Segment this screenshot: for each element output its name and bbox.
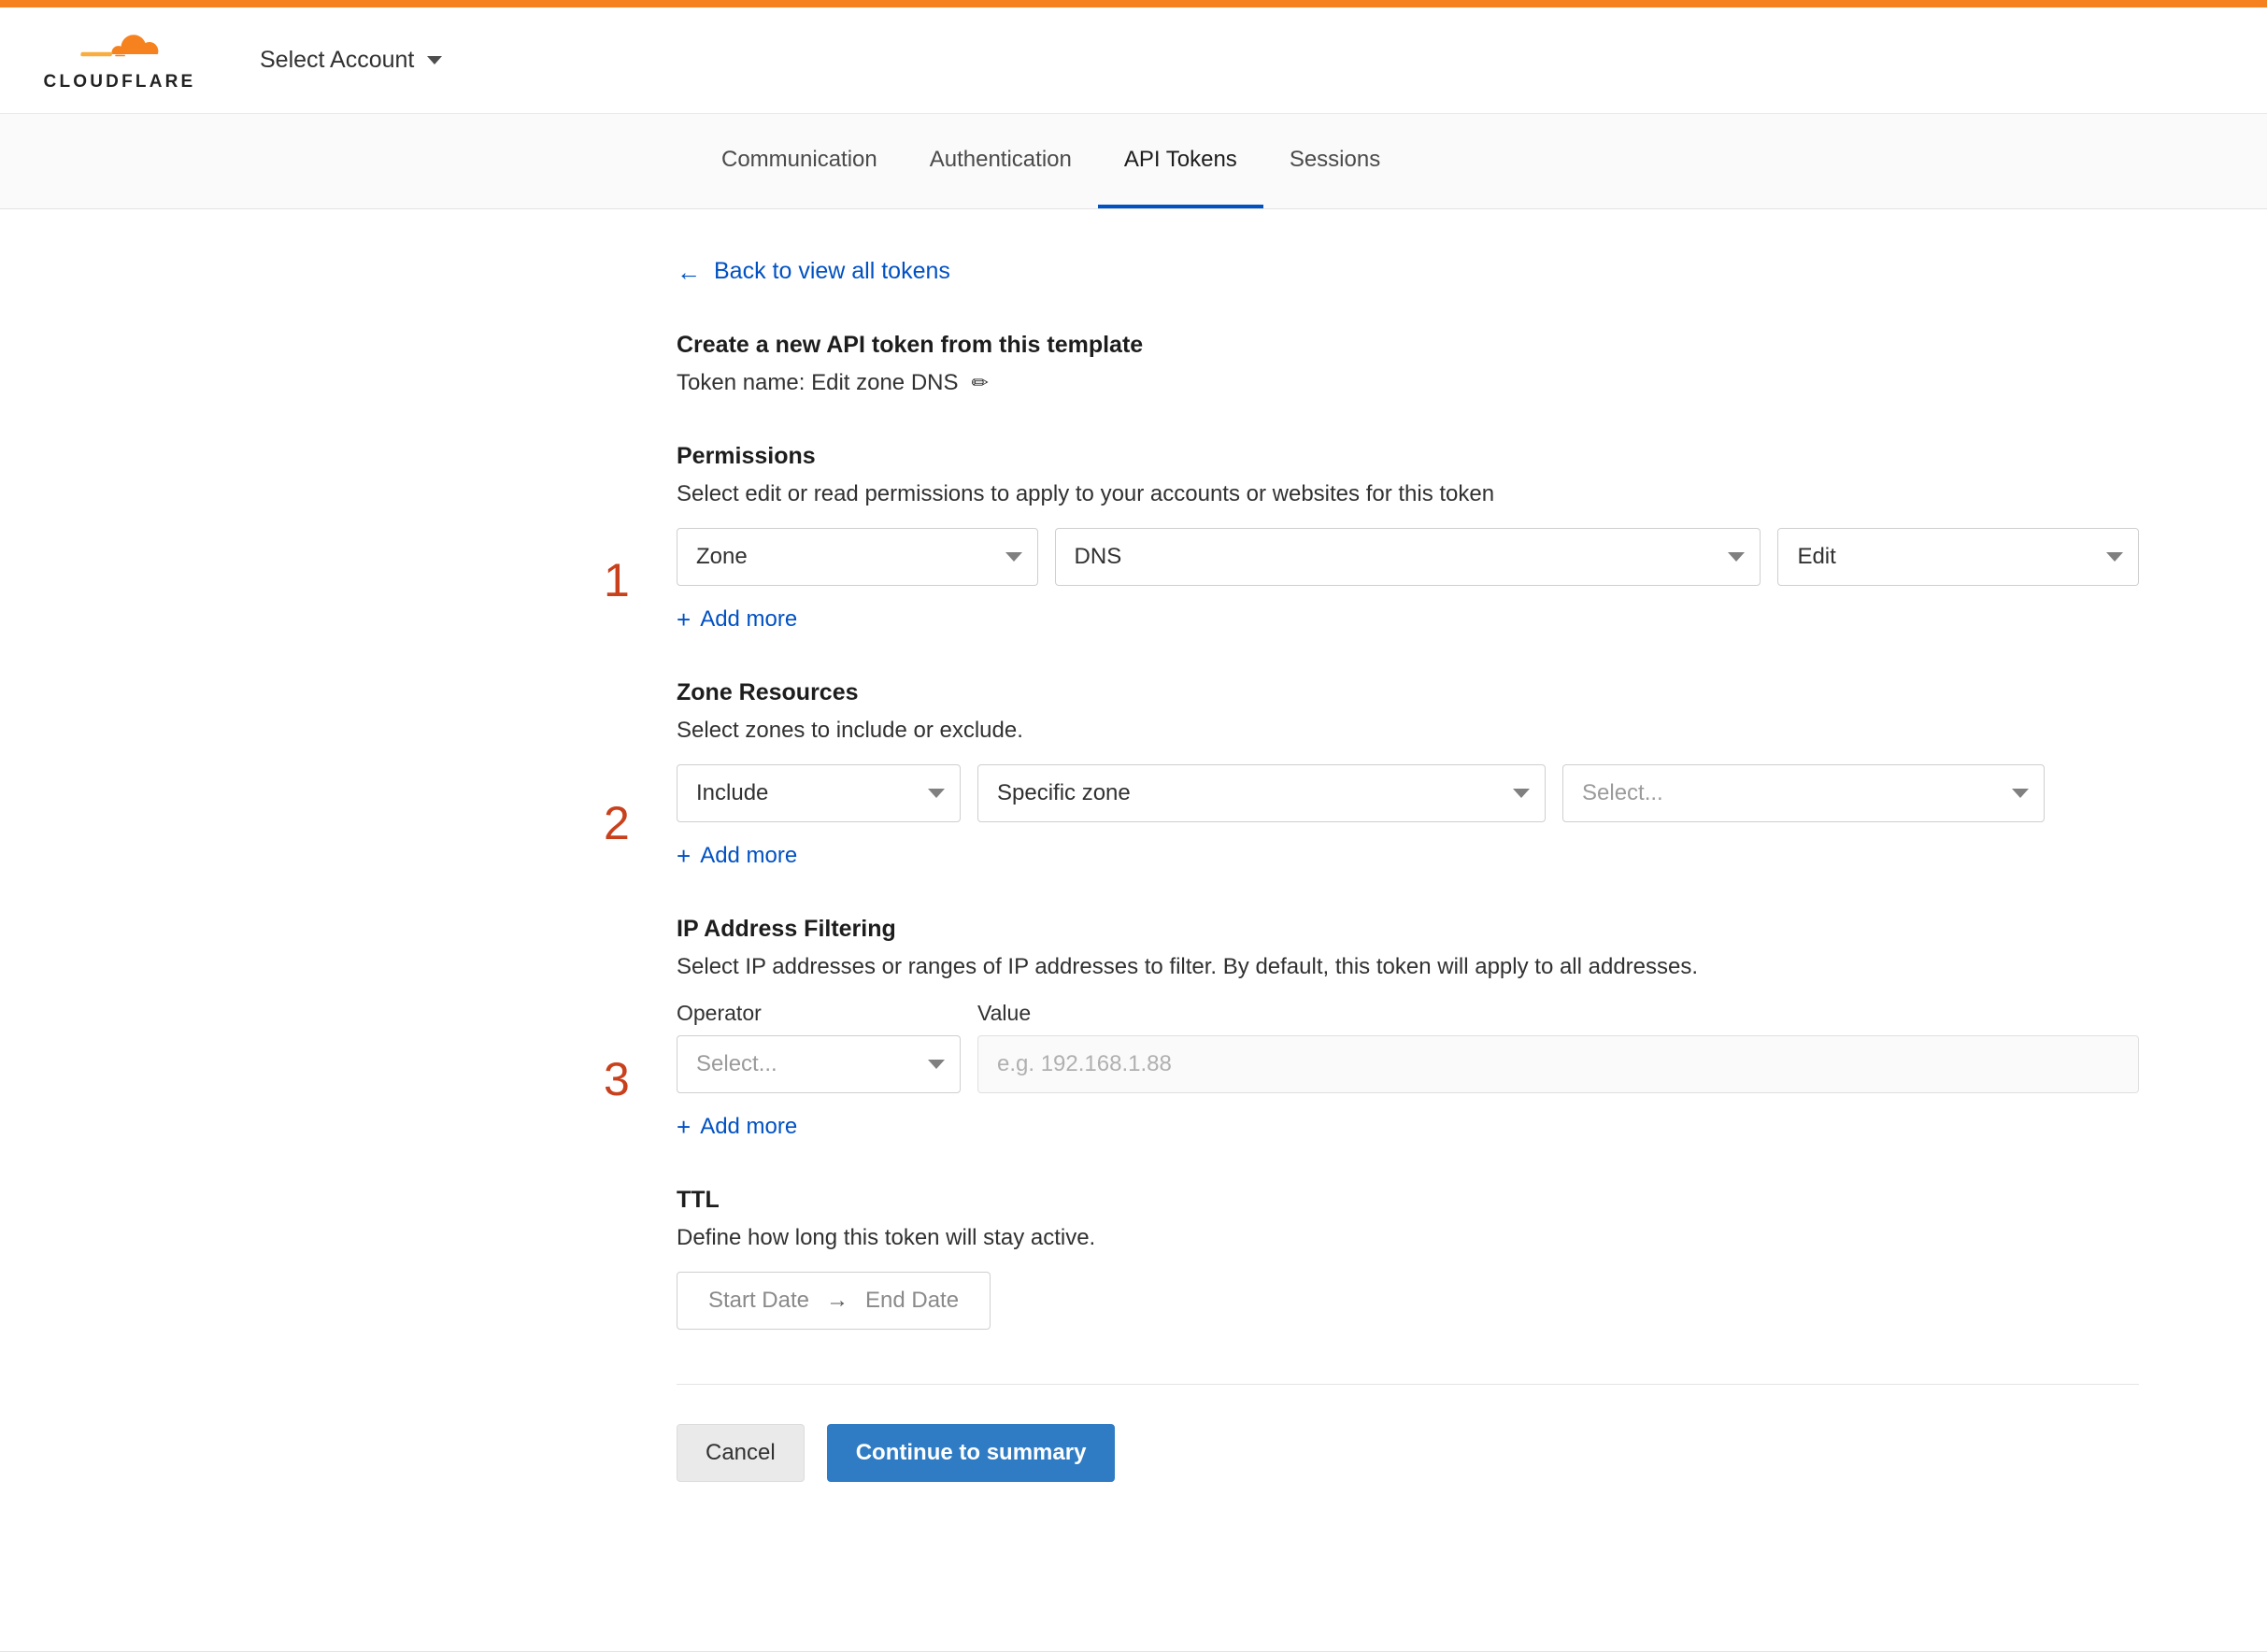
cloudflare-cloud-icon (64, 29, 176, 70)
ttl-description: Define how long this token will stay active. (677, 1225, 1096, 1250)
app-header (0, 7, 2267, 114)
account-selector-label: Select Account (260, 47, 415, 73)
permissions-section (677, 443, 2139, 633)
permission-scope-value: Zone (696, 544, 748, 569)
chevron-down-icon (1513, 789, 1530, 798)
back-link-label: Back to view all tokens (714, 258, 950, 284)
ip-value-input[interactable] (977, 1035, 2139, 1093)
permission-access-value: Edit (1797, 544, 1836, 569)
ip-filtering-section (677, 916, 2139, 1140)
permissions-add-more-label: Add more (700, 606, 798, 632)
main-content (0, 209, 2267, 1482)
account-selector[interactable] (260, 47, 442, 74)
zone-include-select[interactable] (677, 764, 961, 822)
settings-tabs (0, 114, 2267, 209)
permission-resource-select[interactable] (1055, 528, 1761, 586)
tab-authentication[interactable]: Authentication (929, 146, 1072, 172)
plus-icon: + (677, 605, 692, 634)
arrow-right-icon: → (825, 1288, 848, 1313)
plus-icon: + (677, 1113, 692, 1141)
zone-resources-add-more-button[interactable] (677, 843, 797, 869)
permission-access-select[interactable] (1777, 528, 2139, 586)
ip-value-placeholder: e.g. 192.168.1.88 (997, 1051, 1172, 1076)
zone-type-value: Specific zone (997, 780, 1131, 805)
chevron-down-icon (928, 1060, 945, 1069)
ip-operator-value: Select... (696, 1051, 777, 1076)
zone-include-value: Include (696, 780, 769, 805)
chevron-down-icon (2106, 552, 2123, 562)
permission-scope-select[interactable] (677, 528, 1038, 586)
ttl-title: TTL (677, 1187, 720, 1213)
pencil-edit-icon[interactable]: ✏ (971, 371, 989, 394)
operator-label: Operator (677, 1001, 762, 1025)
chevron-down-icon (928, 789, 945, 798)
template-title: Create a new API token from this template (677, 332, 1144, 358)
zone-resources-section (677, 679, 2139, 869)
cancel-button[interactable]: Cancel (677, 1424, 805, 1482)
zone-name-select[interactable] (1562, 764, 2045, 822)
step-number-1: 1 (604, 554, 630, 606)
permissions-add-more-button[interactable] (677, 606, 797, 633)
form-footer (677, 1384, 2139, 1482)
chevron-down-icon (1005, 552, 1022, 562)
chevron-down-icon (1728, 552, 1745, 562)
top-accent-bar (0, 0, 2267, 7)
ttl-section (677, 1187, 2139, 1330)
template-section (677, 332, 2139, 396)
step-number-2: 2 (604, 797, 630, 849)
chevron-down-icon (2012, 789, 2029, 798)
footer-buttons (677, 1424, 2139, 1482)
zone-resources-add-more-label: Add more (700, 843, 798, 868)
tab-communication[interactable]: Communication (721, 146, 877, 172)
arrow-left-icon: ← (677, 257, 701, 286)
continue-to-summary-button[interactable]: Continue to summary (827, 1424, 1116, 1482)
ttl-start-date: Start Date (707, 1288, 809, 1313)
value-label: Value (977, 1001, 1032, 1025)
zone-name-value: Select... (1582, 780, 1663, 805)
chevron-down-icon (427, 56, 442, 64)
token-name-label: Token name: Edit zone DNS (677, 370, 959, 395)
back-to-all-tokens-link[interactable] (677, 258, 2139, 285)
ip-filtering-description: Select IP addresses or ranges of IP addresses to filter. By default, this token will apply to all addresses. (677, 954, 1699, 979)
zone-resources-title: Zone Resources (677, 679, 859, 705)
zone-resources-row (677, 764, 2139, 822)
ttl-end-date: End Date (864, 1288, 960, 1313)
ip-filtering-add-more-label: Add more (700, 1114, 798, 1139)
footer-divider (677, 1384, 2139, 1385)
ip-filtering-row (677, 1001, 2139, 1093)
tab-sessions[interactable]: Sessions (1289, 146, 1381, 172)
ttl-date-range-picker[interactable] (677, 1272, 991, 1330)
cloudflare-logo[interactable] (28, 29, 211, 93)
zone-resources-description: Select zones to include or exclude. (677, 718, 1023, 743)
permission-resource-value: DNS (1074, 544, 1122, 569)
plus-icon: + (677, 842, 692, 870)
permissions-title: Permissions (677, 443, 816, 469)
tab-api-tokens[interactable]: API Tokens (1098, 114, 1263, 208)
permissions-description: Select edit or read permissions to apply to your accounts or websites for this token (677, 481, 1495, 506)
logo-wordmark: CLOUDFLARE (43, 71, 196, 92)
permissions-row (677, 528, 2139, 586)
ip-operator-select[interactable] (677, 1035, 961, 1093)
token-name-row (677, 370, 2139, 396)
step-number-3: 3 (604, 1053, 630, 1105)
zone-type-select[interactable] (977, 764, 1546, 822)
ip-filtering-add-more-button[interactable] (677, 1114, 797, 1140)
ip-filtering-title: IP Address Filtering (677, 916, 896, 942)
